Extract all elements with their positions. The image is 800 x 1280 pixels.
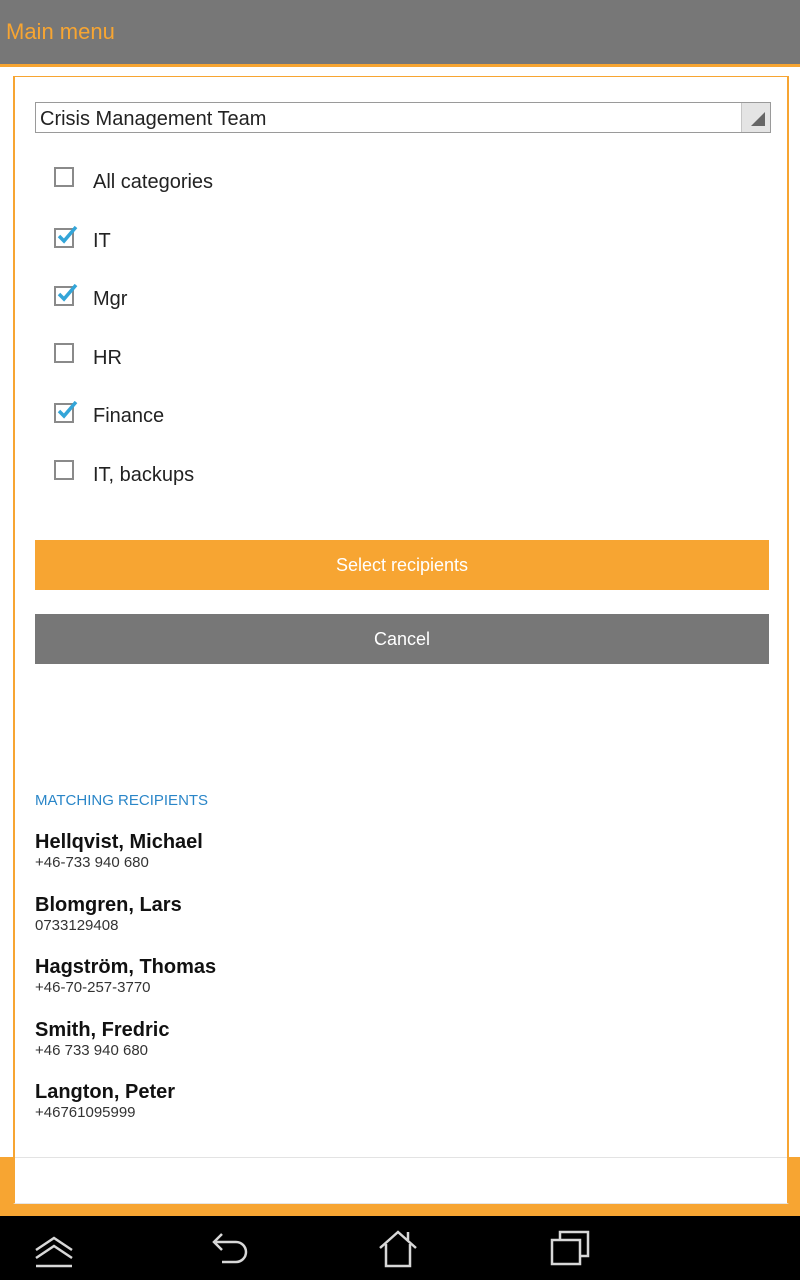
category-item[interactable] [51, 165, 751, 224]
checkbox-checked-icon[interactable] [54, 226, 74, 246]
checkbox-checked-icon[interactable] [54, 401, 74, 421]
recipient-phone: +46-70-257-3770 [35, 979, 151, 996]
recipient-phone: +46761095999 [35, 1104, 136, 1121]
category-label: All categories [93, 171, 214, 193]
main-menu-title[interactable]: Main menu [6, 19, 115, 44]
checkbox-checked-icon[interactable] [54, 284, 74, 304]
recipient-name: Langton, Peter [35, 1081, 176, 1103]
panel-divider [15, 1157, 787, 1158]
category-item[interactable] [51, 282, 751, 341]
category-label: Finance [93, 405, 165, 427]
recipient-name: Hagström, Thomas [35, 956, 217, 978]
recipient-item[interactable] [35, 830, 735, 893]
recipient-item[interactable] [35, 893, 735, 956]
category-label: IT, backups [93, 463, 195, 486]
category-label: IT [93, 229, 111, 252]
recipient-phone: 0733129408 [35, 916, 119, 934]
recipient-name: Blomgren, Lars [35, 893, 182, 916]
recipient-item[interactable] [35, 1080, 735, 1143]
checkbox-unchecked-icon[interactable] [54, 343, 74, 363]
checkbox-unchecked-icon[interactable] [54, 460, 74, 480]
select-recipients-button[interactable]: Select recipients [35, 540, 769, 590]
category-item[interactable] [51, 224, 751, 283]
recipient-item[interactable] [35, 955, 735, 1018]
recipient-list [35, 830, 735, 1143]
checkbox-unchecked-icon[interactable] [54, 167, 74, 187]
matching-recipients-heading: MATCHING RECIPIENTS [35, 792, 209, 809]
category-label: Mgr [93, 288, 128, 310]
home-icon[interactable] [376, 1226, 420, 1270]
recent-apps-icon[interactable] [548, 1226, 592, 1270]
recipient-phone: +46-733 940 680 [35, 854, 149, 871]
recipient-name: Hellqvist, Michael [35, 831, 203, 853]
recipient-selection-panel [13, 76, 789, 1204]
category-item[interactable] [51, 458, 751, 517]
action-bar [0, 0, 800, 64]
category-item[interactable] [51, 341, 751, 400]
recipient-item[interactable] [35, 1018, 735, 1081]
back-icon[interactable] [208, 1226, 252, 1270]
dropdown-arrow-icon [741, 103, 770, 132]
team-dropdown-value: Crisis Management Team [40, 108, 267, 130]
category-item[interactable] [51, 399, 751, 458]
recipient-phone: +46 733 940 680 [35, 1041, 149, 1059]
team-dropdown[interactable] [35, 102, 771, 133]
system-navigation-bar [0, 1216, 800, 1280]
recipient-name: Smith, Fredric [35, 1018, 170, 1041]
category-list [51, 165, 751, 516]
hide-icon[interactable] [32, 1226, 76, 1270]
cancel-button[interactable]: Cancel [35, 614, 769, 664]
category-label: HR [93, 346, 122, 369]
